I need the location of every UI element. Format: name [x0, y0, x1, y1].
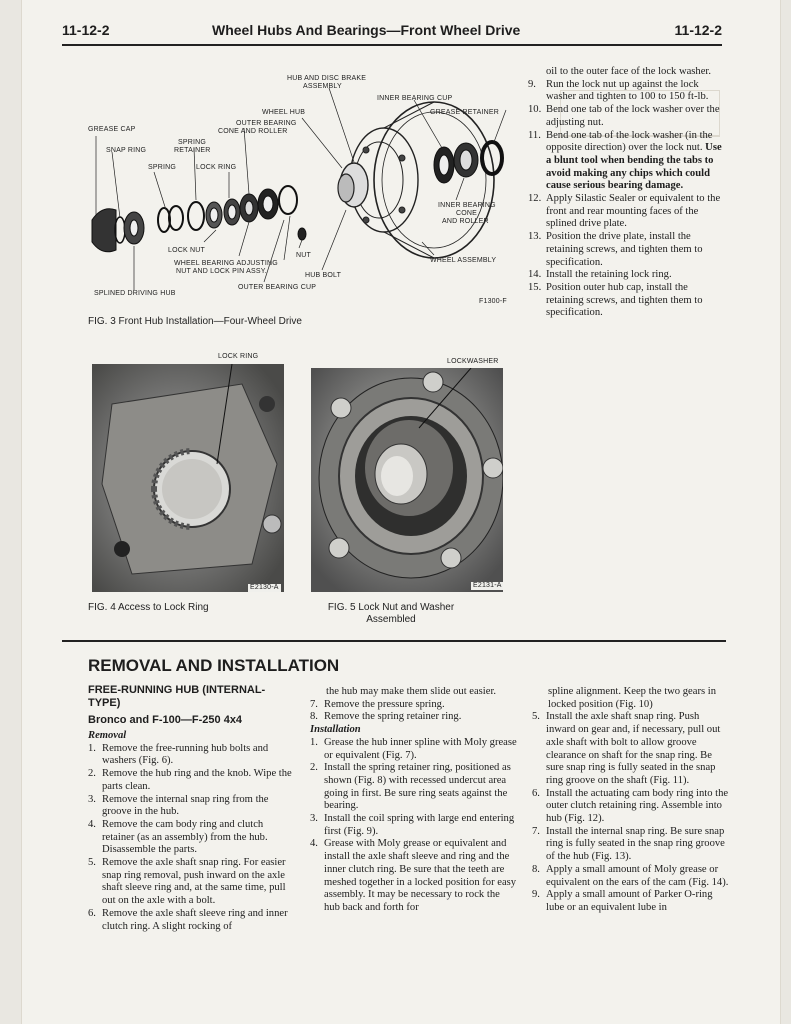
step-text: Install the internal snap ring. Be sure snap ring is fully seated in the snap ring groove of the hub (Fig. 13).: [546, 825, 725, 863]
step-item: [88, 768, 294, 793]
step-text: Bend one tab of the lock washer (in the opposite direction) over the lock nut.: [546, 129, 713, 154]
step-item: [310, 711, 518, 724]
step-number: 1.: [310, 736, 318, 748]
subheading-bronco: Bronco and F-100—F-250 4x4: [88, 714, 243, 726]
step-text: Remove the axle shaft snap ring. For easier snap ring removal, push inward on the axle shaft sleeve ring and, at the same time, pull out on the axle with a bolt.: [102, 857, 286, 907]
fig4-caption: FIG. 4 Access to Lock Ring: [88, 602, 209, 613]
step-text: Remove the axle shaft sleeve ring and inner clutch ring. A slight rocking of: [102, 907, 288, 932]
label-inner-bearing-cone-3: AND ROLLER: [442, 218, 489, 225]
step-text: Position the drive plate, install the retaining screws, and tighten them to specification.: [546, 231, 703, 268]
step-number: 11.: [528, 129, 541, 141]
step-text: Remove the internal snap ring from the groove in the hub.: [102, 793, 269, 818]
subheading-free-running-hub: FREE-RUNNING HUB (INTERNAL-: [88, 684, 266, 696]
label-outer-bearing-cup: OUTER BEARING CUP: [238, 284, 317, 291]
page-title: Wheel Hubs And Bearings—Front Wheel Drive: [212, 22, 521, 38]
brake-disc: [338, 102, 494, 258]
step-number: 1.: [88, 742, 96, 754]
step-text: Install the retaining lock ring.: [546, 269, 672, 281]
step-text: Position outer hub cap, install the retaining screws, and tighten them to specification.: [546, 281, 703, 319]
removal-steps: [88, 743, 294, 934]
step-text: Remove the pressure spring.: [324, 698, 445, 710]
right-column-steps: [528, 66, 726, 320]
step-number: 5.: [532, 711, 540, 723]
step-item: [528, 104, 726, 129]
step-number: 14.: [528, 269, 542, 281]
step-number: 3.: [310, 813, 318, 825]
gear-shape: [154, 451, 230, 527]
step-item: [528, 66, 726, 79]
column-1: [88, 684, 294, 933]
step-text: Install the spring retainer ring, positioned as shown (Fig. 8) with recessed undercut area going in first. Be sure ring seats against the bearing.: [324, 762, 511, 812]
step-item: [528, 130, 726, 194]
step-item: [532, 711, 730, 787]
step-text: Install the coil spring with large end entering first (Fig. 9).: [324, 813, 515, 837]
removal-steps-continued: [310, 699, 518, 724]
step-number: 4.: [88, 818, 96, 830]
step-item: [528, 79, 726, 104]
step-item: [310, 813, 518, 838]
step-number: 7.: [310, 698, 318, 710]
step-number: 13.: [528, 231, 542, 243]
fig3-exploded-diagram: [84, 70, 524, 310]
step-number: 5.: [88, 857, 96, 869]
label-lock-ring: LOCK RING: [196, 164, 237, 171]
label-spring: SPRING: [148, 164, 177, 171]
step-number: 12.: [528, 193, 542, 205]
label-adjusting-nut: WHEEL BEARING ADJUSTING: [174, 260, 278, 267]
fig5-caption-line2: Assembled: [366, 614, 416, 625]
step-item: [532, 864, 730, 889]
subheading-installation: Installation: [310, 724, 361, 736]
step-text: Install the actuating cam body ring into the outer clutch retaining ring. Assemble into hub (Fig. 12).: [546, 787, 729, 825]
page-number-left: 11-12-2: [62, 22, 110, 38]
label-hub-disc-2: ASSEMBLY: [303, 83, 342, 90]
fig3-caption: FIG. 3 Front Hub Installation—Four-Wheel Drive: [88, 316, 302, 327]
fig4-label: LOCK RING: [218, 353, 259, 360]
step-text: Apply a small amount of Parker O-ring lube or an equivalent lube in: [546, 889, 713, 913]
step-number: 15.: [528, 281, 542, 293]
col2-continued-text: the hub may make them slide out easier.: [326, 686, 497, 697]
step-number: 2.: [88, 768, 96, 780]
step-text: Remove the free-running hub bolts and washers (Fig. 6).: [102, 742, 269, 767]
page-header: [62, 16, 722, 46]
col3-continued-text: spline alignment. Keep the two gears in locked position (Fig. 10): [548, 686, 716, 710]
step-number: 3.: [88, 793, 96, 805]
step-item: [310, 838, 518, 914]
step-item: [88, 857, 294, 908]
step-number: 7.: [532, 825, 540, 837]
fig4-photo-image: [92, 364, 284, 592]
column-2: [310, 686, 518, 915]
label-grease-retainer: GREASE RETAINER: [430, 109, 499, 116]
fig5-caption-line1: FIG. 5 Lock Nut and Washer: [327, 602, 455, 613]
step-item: [310, 762, 518, 813]
fig4-code: E2130-A: [250, 584, 279, 591]
step-number: 4.: [310, 838, 318, 850]
step-number: 10.: [528, 104, 542, 116]
page-number-right: 11-12-2: [674, 22, 722, 38]
step-item: [532, 788, 730, 826]
installation-steps-continued: [532, 711, 730, 914]
step-caution-text: Use a blunt tool when bending the tabs to avoid making any chips which could cause serious bearing damage.: [546, 142, 722, 192]
fig3-code: F1300-F: [479, 298, 507, 305]
label-nut: NUT: [296, 252, 311, 259]
label-outer-bearing-2: CONE AND ROLLER: [218, 128, 288, 135]
hub-parts-stack: [92, 186, 306, 252]
fig5-photo: [311, 368, 503, 592]
step-item: [88, 794, 294, 819]
installation-steps: [310, 737, 518, 915]
step-text: Remove the spring retainer ring.: [324, 711, 462, 723]
label-lock-nut: LOCK NUT: [168, 247, 205, 254]
step-item: [310, 737, 518, 762]
step-item: [88, 819, 294, 857]
fig5-label: LOCKWASHER: [447, 358, 499, 365]
label-spring-retainer: SPRING: [178, 139, 207, 146]
column-3: [532, 686, 730, 915]
step-item: [528, 231, 726, 269]
label-inner-bearing-cone-2: CONE: [456, 210, 478, 217]
label-adjusting-nut-2: NUT AND LOCK PIN ASSY.: [176, 268, 267, 275]
label-spring-retainer-2: RETAINER: [174, 147, 211, 154]
step-item: [88, 908, 294, 933]
step-number: 6.: [532, 787, 540, 799]
section-rule: [62, 640, 726, 642]
label-inner-bearing-cup: INNER BEARING CUP: [377, 95, 453, 102]
subheading-removal: Removal: [88, 730, 127, 741]
fig5-code: E2131-A: [473, 582, 502, 589]
step-text: Grease the hub inner spline with Moly grease or equivalent (Fig. 7).: [324, 736, 517, 761]
label-wheel-assembly: WHEEL ASSEMBLY: [430, 257, 497, 264]
step-item: [532, 826, 730, 864]
fig5-caption: [311, 602, 471, 626]
step-text: Apply a small amount of Moly grease or equivalent on the ears of the cam (Fig. 14).: [546, 863, 729, 888]
step-number: 8.: [310, 711, 318, 723]
label-hub-disc: HUB AND DISC BRAKE: [287, 75, 367, 82]
step-item: [528, 282, 726, 320]
label-wheel-hub: WHEEL HUB: [262, 109, 306, 116]
step-item: [528, 193, 726, 231]
step-number: 8.: [532, 863, 540, 875]
step-text: Remove the cam body ring and clutch retainer (as an assembly) from the hub. Disassemble the parts.: [102, 818, 268, 856]
label-splined-driving-hub: SPLINED DRIVING HUB: [94, 290, 176, 297]
step-text: Bend one tab of the lock washer over the adjusting nut.: [546, 104, 720, 128]
label-snap-ring: SNAP RING: [106, 147, 147, 154]
step-text: Run the lock nut up against the lock washer and tighten to 100 to 150 ft-lb.: [546, 78, 709, 103]
label-outer-bearing: OUTER BEARING: [236, 120, 297, 127]
step-item: [88, 743, 294, 768]
fig5-photo-image: [311, 368, 503, 592]
label-grease-cap: GREASE CAP: [88, 126, 136, 133]
step-text: oil to the outer face of the lock washer.: [546, 66, 712, 77]
section-title: REMOVAL AND INSTALLATION: [88, 656, 340, 675]
fig4-photo: [92, 364, 284, 592]
step-text: Grease with Moly grease or equivalent and install the axle shaft sleeve and ring and the inner clutch ring. Be sure that the teeth are meshed together in a locked position for easy assembly. It may be necessary to rock the hub back and forth for: [324, 838, 517, 913]
step-number: 9.: [528, 78, 536, 90]
subheading-free-running-hub-2: TYPE): [88, 697, 121, 709]
step-number: 9.: [532, 889, 540, 901]
step-number: 2.: [310, 762, 318, 774]
step-item: [310, 699, 518, 712]
step-text: Install the axle shaft snap ring. Push inward on gear and, if necessary, pull out axle shaft with bolt to allow groove clearance on shaft for the snap ring. Be sure snap ring is fully seated in the snap ring groove on the shaft (Fig. 11).: [546, 711, 721, 786]
step-text: Remove the hub ring and the knob. Wipe the parts clean.: [102, 768, 292, 792]
step-item: [532, 889, 730, 914]
step-text: Apply Silastic Sealer or equivalent to the front and rear mounting faces of the splined drive plate.: [546, 193, 721, 230]
label-hub-bolt: HUB BOLT: [305, 272, 342, 279]
step-item: [528, 269, 726, 282]
label-inner-bearing-cone: INNER BEARING: [438, 202, 496, 209]
step-number: 6.: [88, 907, 96, 919]
